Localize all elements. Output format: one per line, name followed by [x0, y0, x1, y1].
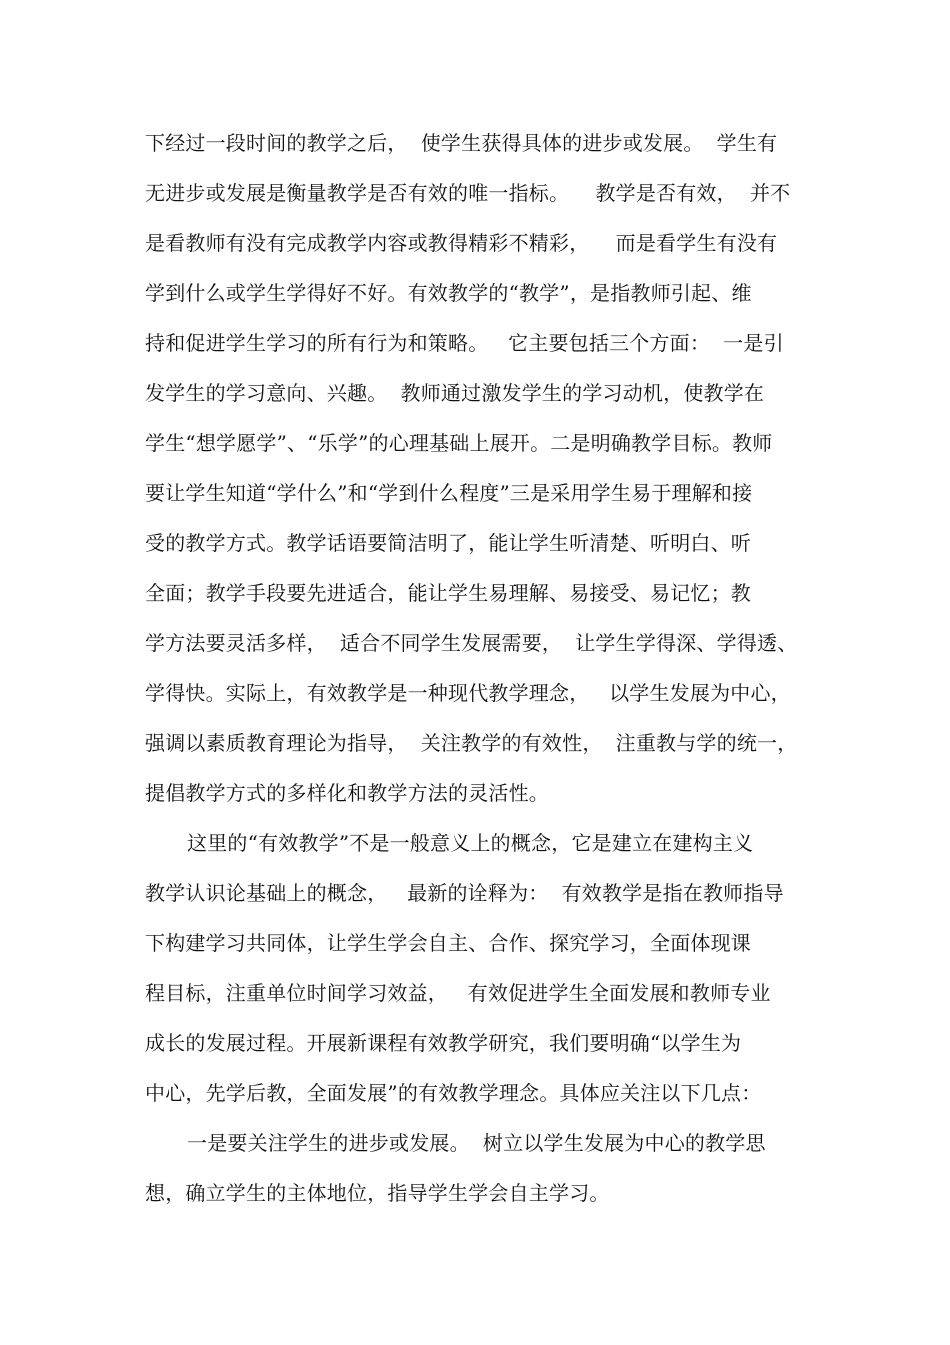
text-line: 下构建学习共同体，让学生学会自主、合作、探究学习，全面体现课 [145, 931, 751, 955]
text-line: 要让学生知道“学什么”和“学到什么程度”三是采用学生易于理解和接 [145, 481, 753, 505]
text-line: 学到什么或学生学得好不好。有效教学的“教学”，是指教师引起、维 [145, 281, 752, 305]
text-line: 下经过一段时间的教学之后， 使学生获得具体的进步或发展。 学生有 [145, 131, 778, 155]
text-line: 程目标，注重单位时间学习效益， 有效促进学生全面发展和教师专业 [145, 981, 771, 1005]
text-line: 学方法要灵活多样， 适合不同学生发展需要， 让学生学得深、学得透、 [145, 631, 798, 655]
paragraph-first-line: 一是要关注学生的进步或发展。 树立以学生发展为中心的教学思 [187, 1131, 766, 1155]
text-line: 强调以素质教育理论为指导， 关注教学的有效性， 注重教与学的统一， [145, 731, 798, 755]
text-line: 受的教学方式。教学话语要简洁明了，能让学生听清楚、听明白、听 [145, 531, 751, 555]
text-line: 持和促进学生学习的所有行为和策略。 它主要包括三个方面： 一是引 [145, 331, 784, 355]
text-line: 学得快。实际上，有效教学是一种现代教学理念， 以学生发展为中心， [145, 681, 791, 705]
text-line: 发学生的学习意向、兴趣。 教师通过激发学生的学习动机，使教学在 [145, 381, 765, 405]
text-line: 提倡教学方式的多样化和教学方法的灵活性。 [145, 781, 549, 805]
text-line: 想，确立学生的主体地位，指导学生学会自主学习。 [145, 1181, 610, 1205]
text-line: 全面；教学手段要先进适合，能让学生易理解、易接受、易记忆；教 [145, 581, 751, 605]
paragraph-first-line: 这里的“有效教学”不是一般意义上的概念，它是建立在建构主义 [187, 831, 754, 855]
text-line: 成长的发展过程。开展新课程有效教学研究，我们要明确“以学生为 [145, 1031, 742, 1055]
text-line: 学生“想学愿学”、“乐学”的心理基础上展开。二是明确教学目标。教师 [145, 431, 773, 455]
text-line: 是看教师有没有完成教学内容或教得精彩不精彩， 而是看学生有没有 [145, 231, 778, 255]
text-line: 中心，先学后教，全面发展”的有效教学理念。具体应关注以下几点： [145, 1081, 762, 1105]
text-line: 教学认识论基础上的概念， 最新的诠释为： 有效教学是指在教师指导 [145, 881, 784, 905]
text-line: 无进步或发展是衡量教学是否有效的唯一指标。 教学是否有效， 并不 [145, 181, 791, 205]
